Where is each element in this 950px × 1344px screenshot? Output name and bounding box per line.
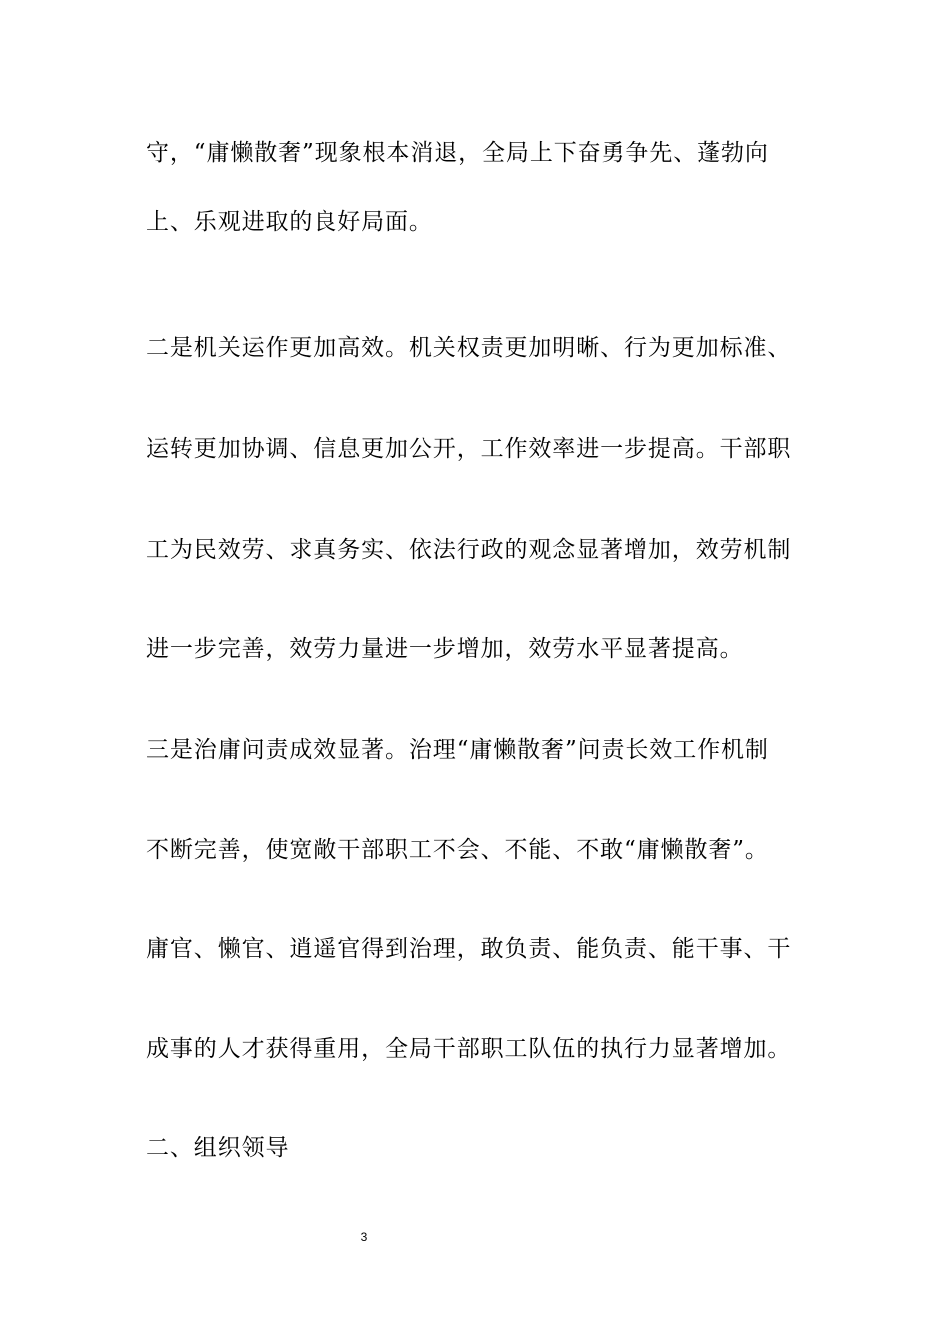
text-line-8: 不断完善，使宽敞干部职工不会、不能、不敢“庸懒散奢”。 <box>146 837 769 863</box>
text-line-3: 二是机关运作更加高效。机关权责更加明晰、行为更加标准、 <box>146 335 792 361</box>
page-number: 3 <box>360 1230 368 1244</box>
text-line-9: 庸官、懒官、逍遥官得到治理，敢负责、能负责、能干事、干 <box>146 936 792 962</box>
text-line-7: 三是治庸问责成效显著。治理“庸懒散奢”问责长效工作机制 <box>146 737 769 763</box>
text-line-4: 运转更加协调、信息更加公开，工作效率进一步提高。干部职 <box>146 436 792 462</box>
text-line-2: 上、乐观进取的良好局面。 <box>146 209 433 235</box>
text-line-10: 成事的人才获得重用，全局干部职工队伍的执行力显著增加。 <box>146 1036 792 1062</box>
section-heading: 二、组织领导 <box>146 1135 290 1161</box>
text-line-6: 进一步完善，效劳力量进一步增加，效劳水平显著提高。 <box>146 636 744 662</box>
text-line-5: 工为民效劳、求真务实、依法行政的观念显著增加，效劳机制 <box>146 537 792 563</box>
text-line-1: 守，“庸懒散奢”现象根本消退，全局上下奋勇争先、蓬勃向 <box>146 140 769 166</box>
